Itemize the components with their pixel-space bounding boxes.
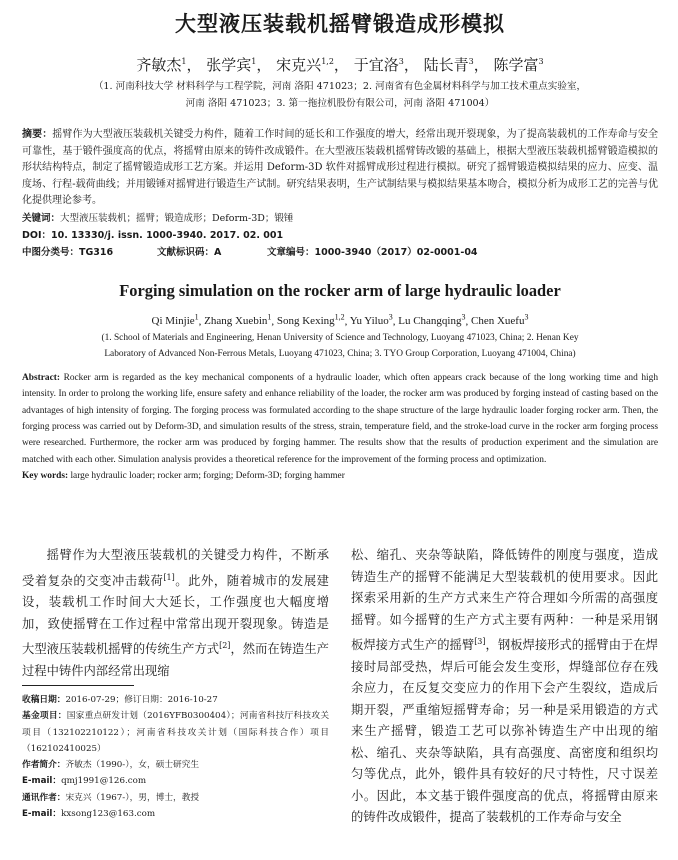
chinese-affiliations: （1. 河南科技大学 材料科学与工程学院，河南 洛阳 471023；2. 河南省有色金属材料科学与加工技术重点实验室， 河南 洛阳 471023；3. 第一拖拉机股份有限公司，河南 洛阳 471004） bbox=[93, 81, 587, 109]
author: 陈学富$^3$ bbox=[493, 56, 544, 74]
footnote: 作者简介：齐敏杰（1990-），女，硕士研究生 bbox=[22, 760, 200, 771]
author: 陆长青$^3$ bbox=[423, 56, 474, 74]
footnote-divider bbox=[22, 685, 134, 686]
abstract-label: 摘要： bbox=[22, 129, 53, 140]
footnote: E-mail：qmj1991@126.com bbox=[22, 776, 147, 787]
citation: [3] bbox=[474, 637, 486, 646]
author: Chen Xuefu$^3$ bbox=[470, 312, 529, 328]
body-paragraph: 松、缩孔、夹杂等缺陷，降低铸件的刚度与强度，造成铸造生产的摇臂不能满足大型装载机的使用要求。因此探索采用新的生产方式来生产符合理如今所需的高强度摇臂。如今摇臂的生产方式主要有两种：一种是采用钢板焊接方式生产的摇臂[3]，钢板焊接形式的摇臂由于在焊接时局部受热，焊后可能会发生变形，焊缝部位存在残余应力，在反复交变应力的作用下会产生裂纹，造成后期开裂，严重缩短摇臂寿命；另一种是采用锻造的方式来生产摇臂，锻造工艺可以弥补铸造生产中出现的缩松、缩孔、夹杂等缺陷，具有高强度、高密度和组织均匀等优点，此外，锻件具有较好的尺寸特性，尺寸误差小。因此，本文基于锻件强度高的优点，将摇臂由原来的铸件改成锻件，提高了装载机的工作寿命与安全 bbox=[351, 548, 658, 825]
chinese-abstract bbox=[22, 127, 658, 261]
english-abstract bbox=[22, 370, 658, 484]
english-title: Forging simulation on the rocker arm of large hydraulic loader bbox=[119, 280, 561, 300]
english-affiliations: (1. School of Materials and Engineering, Henan University of Science and Technology, Luoyang 471023, China; 2. Henan Key Laboratory of Advanced Non-Ferrous Metals, Luoyang 471023, China; 3. TYO Group Corporation, Luoyang 471004, China) bbox=[101, 333, 579, 360]
author: 齐敏杰$^1$ bbox=[136, 56, 187, 74]
citation: [1] bbox=[163, 572, 175, 582]
author: 张学宾$^1$ bbox=[206, 56, 257, 74]
abstract-label: Abstract: bbox=[22, 373, 61, 384]
body-right-column bbox=[351, 545, 658, 829]
chinese-authors: 齐敏杰$^1$， 张学宾$^1$， 宋克兴$^{1,2}$， 于宜洛$^3$， 陆长青$^3$， 陈学富$^3$ bbox=[136, 56, 544, 74]
footnotes bbox=[22, 692, 329, 822]
keywords-line: 关键词：大型液压装载机；摇臂；锻造成形；Deform-3D；锻锤 bbox=[22, 212, 294, 224]
chinese-title: 大型液压装载机摇臂锻造成形模拟 bbox=[175, 12, 505, 36]
abstract-text: 摇臂作为大型液压装载机关键受力构件，随着工作时间的延长和工作强度的增大，经常出现开裂现象，为了提高装载机的工作寿命与安全可靠性，基于锻件强度高的优点，将摇臂由原来的铸件改成锻件。在大型液压装载机摇臂铸改锻的基础上，根据大型液压装载机摇臂锻造模拟的形状结构特点，制定了摇臂锻造成形工艺方案。并运用 Deform-3D 软件对摇臂成形过程进行模拟。研究了摇臂锻造模拟结果的应力、应变、温度场、行程-载荷曲线；并用锻锤对摇臂进行锻造生产试制。研究结果表明，生产试制结果与模拟结果基本吻合，模拟分析为成形工艺的完善与优化提供理论参考。 bbox=[22, 129, 659, 206]
doi-line: DOI：10. 13330/j. issn. 1000-3940. 2017. 02. 001 bbox=[22, 229, 284, 241]
footnote: 通讯作者：宋克兴（1967-），男，博士，教授 bbox=[22, 792, 200, 803]
author: Lu Changqing$^3$ bbox=[398, 312, 466, 328]
paper-page bbox=[22, 0, 659, 825]
abstract-text: Rocker arm is regarded as the key mechanical components of a hydraulic loader, which often appears crack because of the long working time and high intensity. In order to prolong the working life, ensure safety and enhance reliability of the loader, the rocker arm was produced by forging instead of casting based on the advantages of high intensity of forging. The forging process was formulated according to the shape structure of the large hydraulic loader forging rocker arm. Then, the forging process was carried out by Deform-3D, and simulation results of the stress, strain, temperature field, and the stroke-load curve in the rocker arm forging process were researched. Furthermore, the rocker arm was produced by forging hammer. The results show that the results of production experiment and the simulation are matched with each other. Simulation analysis provides a theoretical reference for the improvement of the forming process and optimization. bbox=[22, 373, 659, 465]
author: Yu Yiluo$^3$ bbox=[349, 312, 393, 328]
author: 于宜洛$^3$ bbox=[353, 56, 404, 74]
citation: [2] bbox=[219, 641, 231, 651]
footnote: 基金项目：国家重点研发计划（2016YFB0300404）；河南省科技厅科技攻关项目（132102210122）；河南省科技攻关计划（国际科技合作）项目（162102410025） bbox=[22, 711, 330, 754]
keywords-line: Key words: large hydraulic loader; rocker arm; forging; Deform-3D; forging hammer bbox=[22, 470, 345, 481]
body-paragraph: 摇臂作为大型液压装载机的关键受力构件，不断承受着复杂的交变冲击载荷[1]。此外，随着城市的发展建设，装载机工作时间大大延长，工作强度也大幅度增加，致使摇臂在工作过程中常常出现开裂现象。铸造是大型液压装载机摇臂的传统生产方式[2]，然而在铸造生产过程中铸件内部经常出现缩 bbox=[22, 548, 329, 678]
classification-line: 中图分类号：TG316 文献标识码：A 文章编号：1000-3940（2017）02-0001-04 bbox=[22, 246, 478, 258]
footnote: 收稿日期：2016-07-29；修订日期：2016-10-27 bbox=[22, 695, 218, 705]
author: Zhang Xuebin$^1$ bbox=[204, 312, 272, 328]
body-left-column bbox=[22, 545, 330, 820]
author: Qi Minjie$^1$ bbox=[151, 312, 199, 328]
footnote: E-mail：kxsong123@163.com bbox=[22, 809, 156, 820]
author: Song Kexing$^{1,2}$ bbox=[276, 312, 345, 328]
author: 宋克兴$^{1,2}$ bbox=[276, 56, 334, 74]
english-authors: Qi Minjie$^1$, Zhang Xuebin$^1$, Song Kexing$^{1,2}$, Yu Yiluo$^3$, Lu Changqing$^3$, Chen Xuefu$^3$ bbox=[151, 312, 529, 328]
